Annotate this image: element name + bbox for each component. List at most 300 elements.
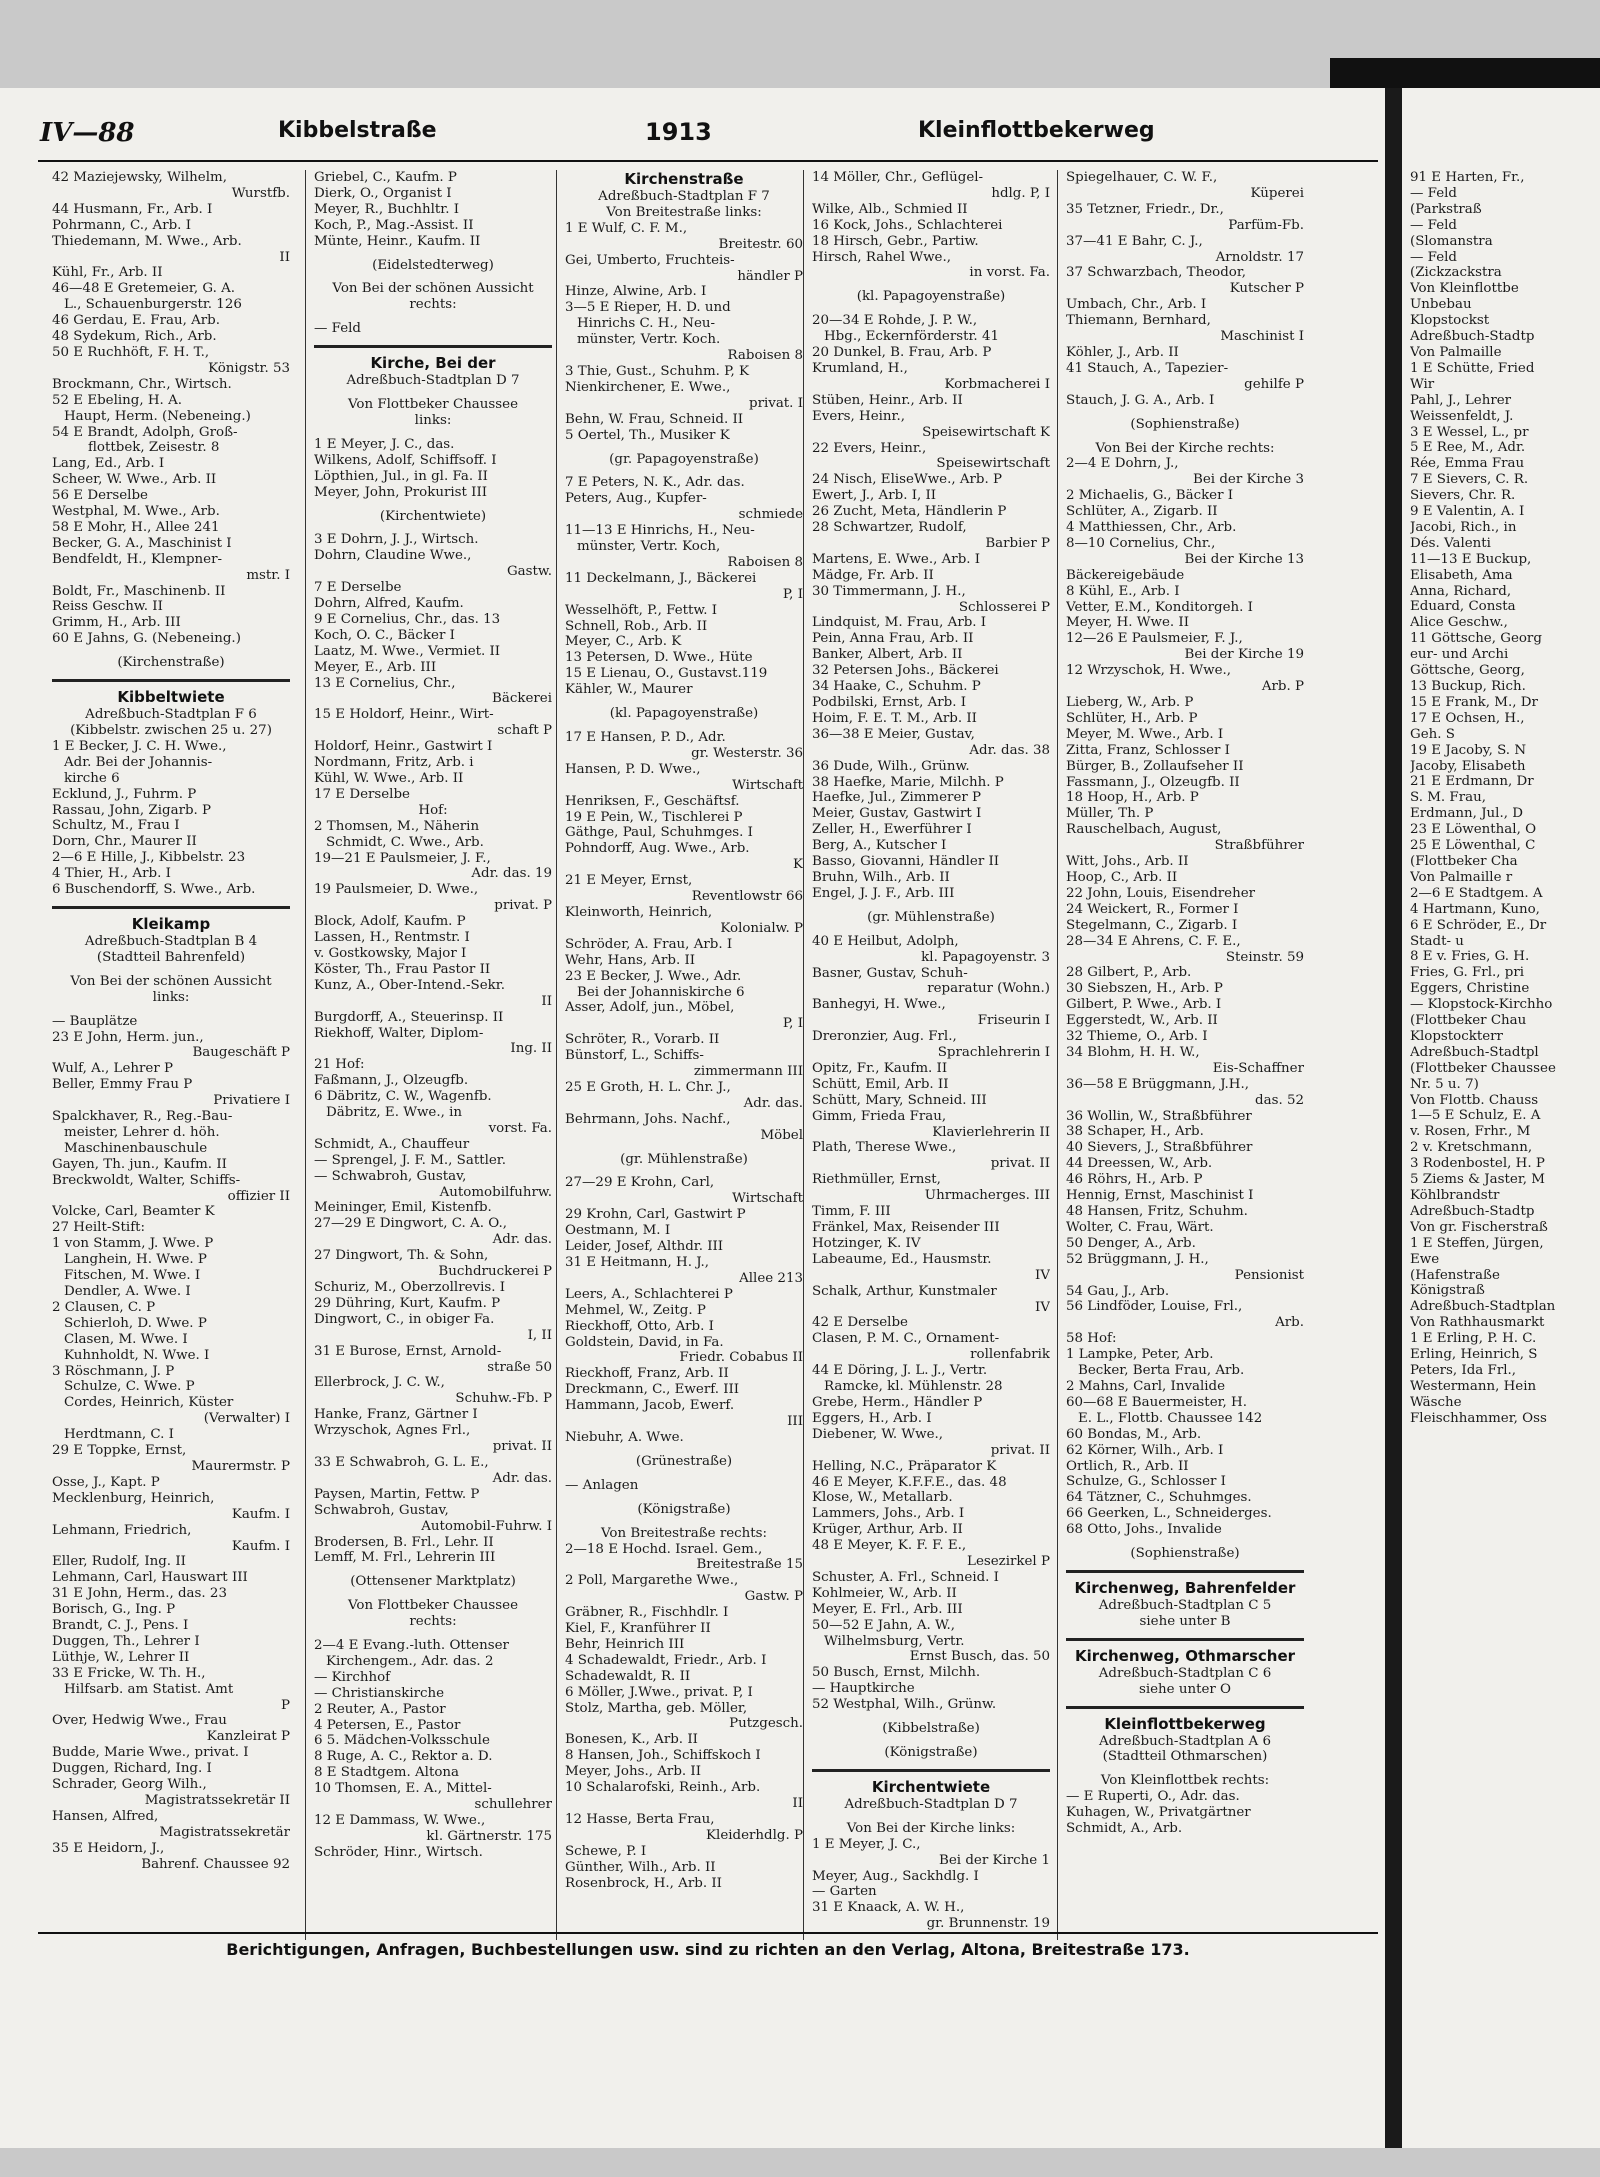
directory-entry: Gei, Umberto, Fruchteis- <box>565 252 735 268</box>
spacer <box>565 1144 803 1152</box>
directory-entry: Riethmüller, Ernst, <box>812 1172 941 1188</box>
section-rule <box>812 1769 1050 1772</box>
directory-entry: Kuhnholdt, N. Wwe. I <box>64 1347 210 1363</box>
section-rule <box>52 906 290 909</box>
directory-entry: schaft P <box>497 723 552 739</box>
spacer <box>314 313 552 321</box>
directory-entry: Hoim, F. E. T. M., Arb. II <box>812 710 977 726</box>
adjacent-page-line: Von Palmaille r <box>1410 869 1513 885</box>
directory-entry: 2—4 E Evang.-luth. Ottenser <box>314 1638 509 1654</box>
directory-entry: Eis-Schaffner <box>1212 1060 1304 1076</box>
directory-entry: Von Bei der schönen Aussicht <box>70 973 272 989</box>
directory-entry: Henriksen, F., Geschäftsf. <box>565 793 740 809</box>
directory-entry: 28 Gilbert, P., Arb. <box>1066 965 1192 981</box>
directory-entry: Raboisen 8 <box>727 348 803 364</box>
directory-entry: Kuhagen, W., Privatgärtner <box>1066 1805 1251 1821</box>
directory-entry: 35 Tetzner, Friedr., Dr., <box>1066 201 1224 217</box>
directory-entry: Krüger, Arthur, Arb. II <box>812 1522 963 1538</box>
directory-entry: 60 Bondas, M., Arb. <box>1066 1426 1202 1442</box>
adjacent-page-column <box>1410 170 1598 1940</box>
directory-entry: Lieberg, W., Arb. P <box>1066 695 1194 710</box>
directory-entry: (Eidelstedterweg) <box>372 257 494 273</box>
directory-entry: Adreßbuch-Stadtplan B 4 <box>84 933 258 949</box>
directory-entry: links: <box>152 989 190 1005</box>
directory-entry: Klavierlehrerin II <box>932 1124 1050 1140</box>
directory-entry: 18 Hirsch, Gebr., Partiw. <box>812 233 979 249</box>
directory-entry: Lüthje, W., Lehrer II <box>52 1649 190 1665</box>
spacer <box>314 429 552 437</box>
directory-entry: 6 Buschendorff, S. Wwe., Arb. <box>52 882 256 898</box>
spacer <box>1066 409 1304 417</box>
directory-entry: Grimm, H., Arb. III <box>52 615 181 631</box>
directory-entry: Ernst Busch, das. 50 <box>909 1649 1050 1665</box>
adjacent-page-line: Von Palmaille <box>1410 344 1502 360</box>
directory-entry: Kolonialw. P <box>720 920 803 936</box>
directory-entry: Von Breitestraße links: <box>606 204 762 220</box>
directory-entry: münster, Vertr. Koch. <box>577 332 721 348</box>
directory-entry: Meyer, John, Prokurist III <box>314 484 488 500</box>
directory-entry: Köster, Th., Frau Pastor II <box>314 961 491 977</box>
directory-entry: 48 Sydekum, Rich., Arb. <box>52 329 217 345</box>
scan-shadow-top <box>1330 58 1600 88</box>
directory-entry: Von Breitestraße rechts: <box>600 1525 768 1541</box>
adjacent-page-line: (Zickzackstra <box>1410 265 1502 281</box>
directory-entry: 31 E John, Herm., das. 23 <box>52 1586 227 1602</box>
directory-entry: 6 Möller, J.Wwe., privat. P, I <box>565 1684 753 1700</box>
directory-entry: Adreßbuch-Stadtplan F 6 <box>85 707 257 723</box>
directory-entry: Adreßbuch-Stadtplan C 6 <box>1098 1665 1272 1681</box>
directory-entry: Budde, Marie Wwe., privat. I <box>52 1745 249 1761</box>
directory-entry: Buchdruckerei P <box>438 1264 552 1280</box>
directory-entry: Breitestr. 60 <box>718 236 803 252</box>
directory-entry: 44 Husmann, Fr., Arb. I <box>52 201 213 217</box>
directory-entry: 36 Dude, Wilh., Grünw. <box>812 758 970 774</box>
adjacent-page-line: 3 E Wessel, L., pr <box>1410 424 1529 440</box>
directory-entry: 16 Kock, Johs., Schlachterei <box>812 217 1003 233</box>
directory-entry: Allee 213 <box>739 1270 803 1286</box>
directory-entry: (Königstraße) <box>637 1501 731 1517</box>
adjacent-page-line: Rée, Emma Frau <box>1410 456 1525 472</box>
adjacent-page-line: (Slomanstra <box>1410 233 1493 249</box>
directory-entry: Eggers, H., Arb. I <box>812 1410 932 1426</box>
directory-entry: 21 E Meyer, Ernst, <box>565 873 693 889</box>
directory-entry: 40 E Heilbut, Adolph, <box>812 933 959 949</box>
adjacent-page-line: Adreßbuch-Stadtp <box>1410 1203 1535 1219</box>
directory-entry: 27—29 E Dingwort, C. A. O., <box>314 1216 507 1232</box>
directory-entry: Dingwort, C., in obiger Fa. <box>314 1311 495 1327</box>
section-rule <box>52 679 290 682</box>
adjacent-page-line: Anna, Richard, <box>1410 583 1512 599</box>
directory-entry: Evers, Heinr., <box>812 408 906 424</box>
directory-entry: Hof: <box>418 802 448 818</box>
directory-entry: Wolter, C. Frau, Wärt. <box>1066 1219 1214 1235</box>
adjacent-page-line: 25 E Löwenthal, C <box>1410 838 1536 854</box>
directory-entry: 12—26 E Paulsmeier, F. J., <box>1066 631 1243 647</box>
directory-entry: 28 Schwartzer, Rudolf, <box>812 520 967 536</box>
directory-entry: 50 Busch, Ernst, Milchh. <box>812 1665 981 1681</box>
directory-entry: Engel, J. J. F., Arb. III <box>812 885 955 901</box>
directory-entry: Barbier P <box>985 535 1050 551</box>
running-head-year: 1913 <box>645 118 712 146</box>
directory-entry: Münte, Heinr., Kaufm. II <box>314 233 481 249</box>
directory-entry: Kaufm. I <box>231 1538 290 1554</box>
adjacent-page-line: 7 E Sievers, C. R. <box>1410 472 1529 488</box>
directory-entry: Adreßbuch-Stadtplan D 7 <box>844 1796 1018 1812</box>
directory-entry: gr. Westerstr. 36 <box>691 745 803 761</box>
directory-entry: III <box>787 1414 803 1430</box>
directory-entry: Sprachlehrerin I <box>937 1045 1050 1061</box>
directory-entry: Bei der Kirche 13 <box>1184 551 1304 567</box>
scan-shadow-gutter <box>1385 88 1402 2148</box>
adjacent-page-line: Von gr. Fischerstraß <box>1410 1219 1548 1235</box>
directory-entry: (Kibbelstraße) <box>882 1721 980 1737</box>
adjacent-page-line: (Parkstraß <box>1410 201 1482 217</box>
directory-entry: 66 Geerken, L., Schneiderges. <box>1066 1506 1272 1522</box>
directory-entry: Meier, Gustav, Gastwirt I <box>812 806 982 822</box>
directory-entry: 32 Petersen Johs., Bäckerei <box>812 663 999 679</box>
adjacent-page-line: Wir <box>1410 376 1435 392</box>
adjacent-page-line: Geh. S <box>1410 726 1455 742</box>
directory-entry: Riekhoff, Walter, Diplom- <box>314 1025 484 1041</box>
directory-entry: Kanzleirat P <box>206 1729 290 1745</box>
spacer <box>314 1630 552 1638</box>
directory-entry: Adr. das. <box>492 1232 552 1248</box>
directory-entry: Koch, P., Mag.-Assist. II <box>314 217 474 233</box>
adjacent-page-line: S. M. Frau, <box>1410 790 1486 806</box>
directory-entry: Schalk, Arthur, Kunstmaler <box>812 1283 997 1299</box>
directory-entry: 8 Kühl, E., Arb. I <box>1066 583 1180 599</box>
directory-entry: Rauschelbach, August, <box>1066 822 1222 838</box>
directory-entry: Opitz, Fr., Kaufm. II <box>812 1060 948 1076</box>
directory-entry: Ing. II <box>510 1041 552 1057</box>
directory-entry: Timm, F. III <box>812 1204 891 1220</box>
directory-entry: Adreßbuch-Stadtplan D 7 <box>346 373 520 389</box>
directory-entry: Dierk, O., Organist I <box>314 185 452 201</box>
directory-entry: — Schwabroh, Gustav, <box>314 1168 467 1184</box>
directory-entry: Lesezirkel P <box>967 1554 1050 1570</box>
directory-entry: Meininger, Emil, Kistenfb. <box>314 1200 492 1216</box>
directory-entry: 1 E Meyer, J. C., das. <box>314 436 455 452</box>
directory-entry: Bahrenf. Chaussee 92 <box>141 1856 290 1872</box>
directory-entry: Osse, J., Kapt. P <box>52 1474 160 1490</box>
directory-entry: 1 von Stamm, J. Wwe. P <box>52 1236 214 1252</box>
directory-entry: Parfüm-Fb. <box>1228 217 1304 233</box>
directory-entry: 40 Sievers, J., Straßbführer <box>1066 1140 1253 1156</box>
directory-entry: 2 Mahns, Carl, Invalide <box>1066 1378 1226 1394</box>
directory-entry: 2 Reuter, A., Pastor <box>314 1701 446 1717</box>
directory-entry: 8 E Stadtgem. Altona <box>314 1765 460 1781</box>
directory-entry: 54 E Brandt, Adolph, Groß- <box>52 424 238 440</box>
directory-entry: Müller, Th. P <box>1066 806 1154 822</box>
directory-entry: (Sophienstraße) <box>1130 1546 1240 1562</box>
spacer <box>565 1470 803 1478</box>
section-rule <box>1066 1706 1304 1709</box>
directory-entry: 18 Hoop, H., Arb. P <box>1066 790 1199 806</box>
spacer <box>314 389 552 397</box>
directory-entry: Fassmann, J., Ölzeugfb. II <box>1066 774 1240 790</box>
directory-entry: Schmidt, C. Wwe., Arb. <box>326 834 484 850</box>
adjacent-page-line: 4 Hartmann, Kuno, <box>1410 901 1540 917</box>
directory-entry: Breckwoldt, Walter, Schiffs- <box>52 1172 241 1188</box>
directory-entry: Schütt, Emil, Arb. II <box>812 1076 949 1092</box>
directory-entry: Kunz, A., Ober-Intend.-Sekr. <box>314 977 505 993</box>
spacer <box>812 305 1050 313</box>
directory-entry: kl. Papagoyenstr. 3 <box>921 949 1050 965</box>
directory-entry: Möbel <box>760 1127 803 1143</box>
directory-entry: Plath, Therese Wwe., <box>812 1140 957 1156</box>
directory-entry: 52 E Ebeling, H. A. <box>52 392 182 408</box>
directory-entry: Brandt, C. J., Pens. I <box>52 1618 189 1634</box>
street-heading: Kirchenweg, Bahrenfelder <box>1074 1578 1296 1597</box>
directory-entry: 3 Thie, Gust., Schuhm. P, K <box>565 363 749 379</box>
adjacent-page-line: Adreßbuch-Stadtp <box>1410 329 1535 345</box>
directory-entry: 27 Heilt-Stift: <box>52 1220 146 1236</box>
section-rule <box>1066 1638 1304 1641</box>
adjacent-page-line: Nr. 5 u. 7) <box>1410 1076 1479 1092</box>
directory-entry: 15 E Holdorf, Heinr., Wirt- <box>314 707 494 723</box>
directory-entry: 22 John, Louis, Eisendreher <box>1066 885 1256 901</box>
directory-entry: Gimm, Frieda Frau, <box>812 1108 947 1124</box>
footer-rule <box>38 1932 1378 1934</box>
directory-entry: Lindquist, M. Frau, Arb. I <box>812 615 987 631</box>
directory-entry: Schierloh, D. Wwe. P <box>64 1315 207 1331</box>
directory-entry: Banhegyi, H. Wwe., <box>812 997 946 1013</box>
directory-entry: 14 Möller, Chr., Geflügel- <box>812 170 984 185</box>
directory-entry: Dohrn, Claudine Wwe., <box>314 548 472 564</box>
directory-entry: 52 Brüggmann, J. H., <box>1066 1251 1209 1267</box>
directory-entry: Behn, W. Frau, Schneid. II <box>565 411 744 427</box>
directory-entry: Schlüter, H., Arb. P <box>1066 710 1198 726</box>
spacer <box>52 647 290 655</box>
directory-entry: flottbek, Zeisestr. 8 <box>88 440 220 456</box>
directory-entry: 3 E Dohrn, J. J., Wirtsch. <box>314 532 479 548</box>
directory-entry: Köhler, J., Arb. II <box>1066 344 1179 360</box>
adjacent-page-line: v. Rosen, Frhr., M <box>1410 1124 1531 1140</box>
spacer <box>1066 1538 1304 1546</box>
directory-entry: Wilhelmsburg, Vertr. <box>824 1633 965 1649</box>
directory-entry: (Kirchenstraße) <box>117 655 225 671</box>
directory-entry: 33 E Schwabroh, G. L. E., <box>314 1454 489 1470</box>
directory-entry: Pohrmann, C., Arb. I <box>52 217 191 233</box>
directory-entry: Zeller, H., Ewerführer I <box>812 822 972 838</box>
adjacent-page-line: Peters, Ida Frl., <box>1410 1362 1517 1378</box>
directory-entry: Von Bei der Kirche links: <box>846 1820 1016 1836</box>
directory-entry: Witt, Johs., Arb. II <box>1066 854 1189 870</box>
directory-entry: 56 E Derselbe <box>52 488 148 504</box>
directory-entry: 19 Paulsmeier, D. Wwe., <box>314 882 479 898</box>
directory-entry: Wurstfb. <box>231 185 290 201</box>
adjacent-page-line: 2 v. Kretschmann, <box>1410 1140 1533 1156</box>
directory-entry: (Königstraße) <box>884 1745 978 1760</box>
directory-entry: Rassau, John, Zigarb. P <box>52 802 212 818</box>
directory-entry: (gr. Mühlenstraße) <box>867 909 995 925</box>
directory-entry: 26 Zucht, Meta, Händlerin P <box>812 504 1007 520</box>
directory-entry: — Sprengel, J. F. M., Sattler. <box>314 1152 506 1168</box>
directory-entry: 5 Oertel, Th., Musiker K <box>565 427 730 443</box>
column-5 <box>1066 170 1304 1940</box>
directory-entry: Helling, N.C., Präparator K <box>812 1458 997 1474</box>
directory-entry: 12 Hasse, Berta Frau, <box>565 1811 715 1827</box>
directory-entry: 2 Poll, Margarethe Wwe., <box>565 1573 739 1589</box>
directory-entry: Westphal, M. Wwe., Arb. <box>52 504 220 520</box>
directory-entry: Mecklenburg, Heinrich, <box>52 1490 215 1506</box>
directory-entry: Meyer, Johs., Arb. II <box>565 1764 701 1780</box>
adjacent-page-line: (Flottbeker Chau <box>1410 1013 1527 1029</box>
directory-entry: Raboisen 8 <box>727 554 803 570</box>
directory-entry: Bei der Kirche 19 <box>1184 647 1304 663</box>
directory-entry: Arb. P <box>1261 679 1304 695</box>
adjacent-page-line: Fries, G. Frl., pri <box>1410 965 1525 981</box>
directory-entry: Paysen, Martin, Fettw. P <box>314 1486 480 1502</box>
directory-entry: 28—34 E Ahrens, C. F. E., <box>1066 933 1241 949</box>
directory-entry: (Stadtteil Othmarschen) <box>1102 1749 1268 1765</box>
directory-entry: 2—18 E Hochd. Israel. Gem., <box>565 1541 763 1557</box>
spacer <box>812 926 1050 934</box>
directory-entry: Hinze, Alwine, Arb. I <box>565 284 707 300</box>
directory-entry: Faßmann, J., Ölzeugfb. <box>314 1073 469 1089</box>
directory-entry: 12 Wrzyschok, H. Wwe., <box>1066 663 1232 679</box>
directory-entry: schmiede <box>738 507 803 523</box>
directory-entry: Bonesen, K., Arb. II <box>565 1732 698 1748</box>
directory-entry: P <box>280 1697 290 1713</box>
adjacent-page-line: Klopstockterr <box>1410 1028 1503 1044</box>
directory-entry: Schröder, Hinr., Wirtsch. <box>314 1844 483 1860</box>
directory-entry: 31 E Knaack, A. W. H., <box>812 1900 965 1916</box>
directory-entry: Bruhn, Wilh., Arb. II <box>812 869 950 885</box>
spacer <box>565 722 803 730</box>
directory-entry: Dorn, Chr., Maurer II <box>52 834 197 850</box>
adjacent-page-line: 9 E Valentin, A. I <box>1410 504 1525 520</box>
directory-entry: Gastw. <box>506 564 552 580</box>
directory-entry: Bei der Kirche 3 <box>1193 472 1304 488</box>
directory-entry: (kl. Papagoyenstraße) <box>856 289 1006 305</box>
directory-entry: Laatz, M. Wwe., Vermiet. II <box>314 643 501 659</box>
directory-entry: — E Ruperti, O., Adr. das. <box>1066 1789 1240 1805</box>
street-heading: Kleinflottbekerweg <box>1104 1714 1266 1733</box>
adjacent-page-line: Ewe <box>1410 1251 1440 1267</box>
directory-entry: 27 Dingwort, Th. & Sohn, <box>314 1248 489 1264</box>
directory-entry: 46—48 E Gretemeier, G. A. <box>52 281 236 297</box>
directory-entry: 20 Dunkel, B. Frau, Arb. P <box>812 345 992 361</box>
directory-entry: 58 Hof: <box>1066 1331 1117 1347</box>
directory-entry: 2 Thomsen, M., Näherin <box>314 818 480 834</box>
directory-entry: Banker, Albert, Arb. II <box>812 647 963 663</box>
adjacent-page-line: Stadt- u <box>1410 933 1464 949</box>
directory-entry: Von Flottbeker Chaussee <box>347 397 519 413</box>
directory-entry: L., Schauenburgerstr. 126 <box>64 297 242 313</box>
adjacent-page-line: (Flottbeker Chaussee <box>1410 1060 1556 1076</box>
directory-entry: Hbg., Eckernförderstr. 41 <box>824 329 999 345</box>
directory-entry: Wulf, A., Lehrer P <box>52 1061 173 1077</box>
directory-entry: Kleinworth, Heinrich, <box>565 904 713 920</box>
directory-entry: Meyer, C., Arb. K <box>565 634 682 650</box>
directory-entry: 56 Lindföder, Louise, Frl., <box>1066 1299 1243 1315</box>
directory-entry: 8 Hansen, Joh., Schiffskoch I <box>565 1748 761 1764</box>
directory-entry: 27—29 E Krohn, Carl, <box>565 1175 715 1191</box>
directory-entry: Königstr. 53 <box>208 360 290 376</box>
directory-entry: 31 E Heitmann, H. J., <box>565 1255 710 1270</box>
directory-entry: Arb. <box>1275 1315 1304 1331</box>
directory-entry: Mädge, Fr. Arb. II <box>812 567 934 583</box>
directory-entry: Putzgesch. <box>729 1716 803 1732</box>
directory-entry: (Verwalter) I <box>203 1411 290 1427</box>
directory-entry: Gayen, Th. jun., Kaufm. II <box>52 1156 227 1172</box>
directory-entry: 2 Michaelis, G., Bäcker I <box>1066 488 1234 504</box>
spacer <box>565 444 803 452</box>
directory-entry: Kohlmeier, W., Arb. II <box>812 1585 957 1601</box>
directory-entry: Ramcke, kl. Mühlenstr. 28 <box>824 1379 1003 1395</box>
directory-entry: Holdorf, Heinr., Gastwirt I <box>314 739 493 755</box>
directory-entry: 2 Clausen, C. P <box>52 1299 156 1315</box>
directory-entry: Von Kleinflottbek rechts: <box>1100 1773 1270 1789</box>
directory-entry: Kähler, W., Maurer <box>565 682 693 698</box>
directory-entry: Schadewaldt, R. II <box>565 1668 691 1684</box>
directory-entry: Schwabroh, Gustav, <box>314 1502 449 1518</box>
directory-entry: Krumland, H., <box>812 360 908 376</box>
spacer <box>812 1713 1050 1721</box>
directory-entry: (gr. Papagoyenstraße) <box>609 451 759 467</box>
directory-entry: Rieckhoff, Otto, Arb. I <box>565 1318 714 1334</box>
column-divider <box>305 170 306 1940</box>
directory-entry: Hirsch, Rahel Wwe., <box>812 249 951 265</box>
directory-entry: Hanke, Franz, Gärtner I <box>314 1407 478 1423</box>
adjacent-page-line: 19 E Jacoby, S. N <box>1410 742 1527 758</box>
directory-entry: Dreronzier, Aug. Frl., <box>812 1029 957 1045</box>
directory-entry: 29 E Toppke, Ernst, <box>52 1443 187 1459</box>
directory-entry: Thiemann, Bernhard, <box>1066 313 1211 329</box>
directory-entry: 44 E Döring, J. L. J., Vertr. <box>812 1363 988 1379</box>
section-rule <box>1066 1570 1304 1573</box>
directory-entry: 1 Lampke, Peter, Arb. <box>1066 1347 1214 1363</box>
directory-entry: Steinstr. 59 <box>1225 949 1304 965</box>
directory-entry: Spalckhaver, R., Reg.-Bau- <box>52 1109 233 1125</box>
spacer <box>1066 433 1304 441</box>
directory-entry: Rieckhoff, Franz, Arb. II <box>565 1366 729 1382</box>
directory-entry: Nordmann, Fritz, Arb. i <box>314 755 474 771</box>
directory-entry: Automobil-Fuhrw. I <box>421 1518 552 1534</box>
directory-entry: rechts: <box>409 1614 457 1630</box>
directory-entry: — Hauptkirche <box>812 1681 915 1697</box>
adjacent-page-line: 2—6 E Stadtgem. A <box>1410 885 1543 901</box>
directory-entry: 22 Evers, Heinr., <box>812 440 927 456</box>
directory-entry: Gäthge, Paul, Schuhmges. I <box>565 825 753 841</box>
directory-entry: Leider, Josef, Althdr. III <box>565 1239 724 1255</box>
directory-entry: Küperei <box>1250 185 1304 201</box>
directory-entry: 15 E Lienau, O., Gustavst.119 <box>565 666 768 682</box>
directory-entry: Bei der Johanniskirche 6 <box>577 984 745 1000</box>
directory-entry: 13 Petersen, D. Wwe., Hüte <box>565 650 753 666</box>
spacer <box>52 966 290 974</box>
directory-entry: 34 Haake, C., Schuhm. P <box>812 679 981 695</box>
spacer <box>565 467 803 475</box>
adjacent-page-line: 13 Buckup, Rich. <box>1410 679 1526 694</box>
directory-entry: Gräbner, R., Fischhdlr. I <box>565 1605 729 1621</box>
directory-entry: reparatur (Wohn.) <box>927 981 1050 997</box>
directory-entry: 52 Westphal, Wilh., Grünw. <box>812 1697 997 1713</box>
directory-entry: straße 50 <box>487 1359 552 1375</box>
adjacent-page-line: 11—13 E Buckup, <box>1410 551 1532 567</box>
directory-entry: 25 E Groth, H. L. Chr. J., <box>565 1079 731 1095</box>
directory-entry: 12 E Dammass, W. Wwe., <box>314 1813 486 1828</box>
directory-entry: IV <box>1035 1299 1050 1315</box>
adjacent-page-line: 91 E Harten, Fr., <box>1410 170 1525 185</box>
directory-entry: Löpthien, Jul., in gl. Fa. II <box>314 468 488 484</box>
directory-entry: Stauch, J. G. A., Arb. I <box>1066 392 1215 408</box>
directory-entry: 4 Matthiessen, Chr., Arb. <box>1066 520 1237 536</box>
directory-entry: Duggen, Richard, Ing. I <box>52 1761 212 1777</box>
directory-entry: Becker, Berta Frau, Arb. <box>1078 1363 1245 1379</box>
directory-entry: 9 E Cornelius, Chr., das. 13 <box>314 611 501 627</box>
